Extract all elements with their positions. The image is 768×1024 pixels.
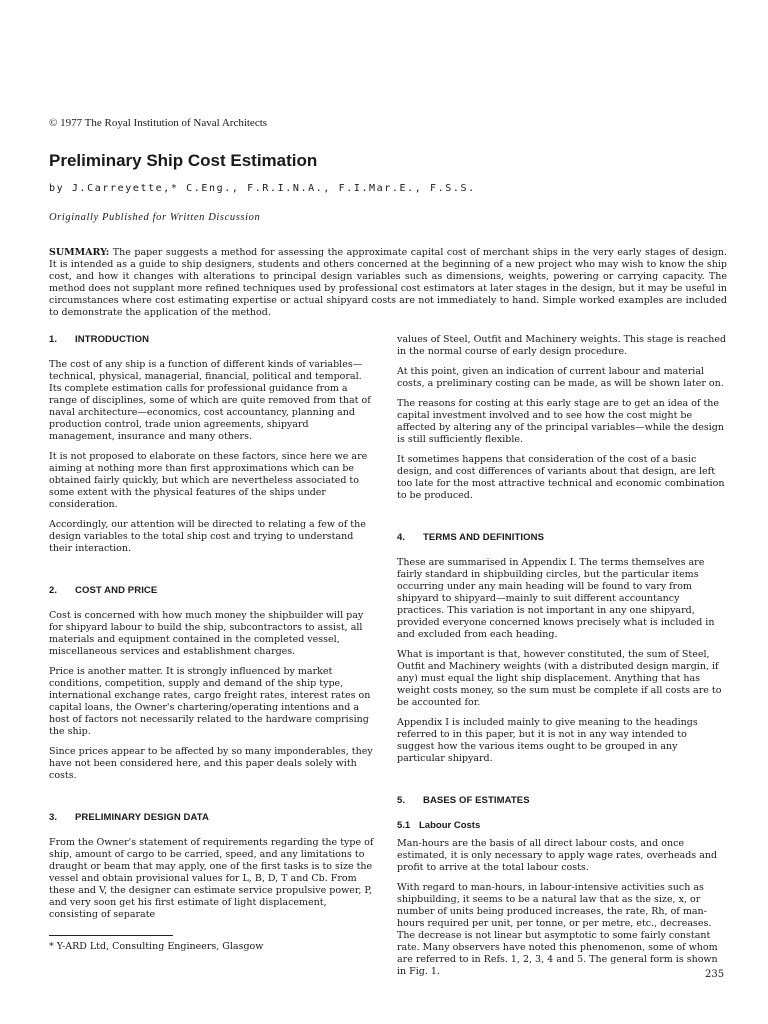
section-number: 4. (397, 532, 406, 543)
section-number: 3. (49, 812, 58, 823)
paragraph: Accordingly, our attention will be directed to relating a few of the design variables to the total ship cost and trying to understand their interaction. (49, 519, 366, 554)
section-title: INTRODUCTION (75, 334, 150, 345)
author-line: by J.Carreyette,* C.Eng., F.R.I.N.A., F.I.Mar.E., F.S.S. (49, 183, 476, 194)
paragraph: values of Steel, Outfit and Machinery weights. This stage is reached in the normal course of early design procedure. (397, 334, 727, 357)
summary-label: SUMMARY: (49, 247, 110, 258)
paragraph: It is not proposed to elaborate on these factors, since here we are aiming at nothing more than first approximations which can be obtained fairly quickly, but which are nevertheless associated to some extent with the physical features of the ships under consideration. (49, 451, 368, 510)
summary-text: The paper suggests a method for assessing the approximate capital cost of merchant ships in the very early stages of design. It is intended as a guide to ship designers, students and others concerned at the beginning of a new project who may wish to know the ship cost, and how it changes with alterations to principal design variables such as dimensions, weights, powering or carrying capacity. The method does not supplant more refined techniques used by professional cost estimators at later stages in the design, but it may be useful in circumstances where cost estimating expertise or actual shipyard costs are not immediately to hand. Simple worked examples are included to demonstrate the application of the method. (49, 247, 727, 318)
section-heading-terms-and-definitions (397, 532, 727, 544)
paragraph: At this point, given an indication of current labour and material costs, a preliminary costing can be made, as will be shown later on. (397, 366, 724, 389)
section-title: BASES OF ESTIMATES (423, 795, 530, 806)
section-number: 2. (49, 585, 58, 596)
section-title: PRELIMINARY DESIGN DATA (75, 812, 209, 823)
section-heading-cost-and-price (49, 585, 375, 597)
summary-paragraph (49, 247, 727, 319)
subsection-heading-labour-costs (397, 820, 727, 832)
paragraph: What is important is that, however constituted, the sum of Steel, Outfit and Machinery weights (with a distributed design margin, if any) must equal the light ship displacement. Anything that has weight costs money, so the sum must be complete if all costs are to be accounted for. (397, 649, 722, 708)
copyright-line: © 1977 The Royal Institution of Naval Architects (49, 117, 268, 129)
section-gap (397, 773, 727, 795)
section-gap (397, 510, 727, 532)
section-title: COST AND PRICE (75, 585, 158, 596)
left-column (49, 334, 375, 929)
section-heading-bases-of-estimates (397, 795, 727, 807)
section-gap (49, 790, 375, 812)
footnote: * Y-ARD Ltd, Consulting Engineers, Glasgow (49, 941, 264, 952)
section-number: 5. (397, 795, 406, 806)
subsection-number: 5.1 (397, 820, 411, 831)
publication-note: Originally Published for Written Discussion (49, 212, 261, 223)
paragraph: The reasons for costing at this early stage are to get an idea of the capital investment involved and to see how the cost might be affected by altering any of the principal variables—while the design is still sufficiently flexible. (397, 398, 725, 445)
section-number: 1. (49, 334, 58, 345)
paragraph: With regard to man-hours, in labour-intensive activities such as shipbuilding, it seems to be a natural law that as the size, x, or number of units being produced increases, the rate, Rh, of man-hours required per unit, per tonne, or per metre, etc., decreases. The decrease is not linear but asymptotic to some fairly constant rate. Many observers have noted this phenomenon, some of whom are referred to in Refs. 1, 2, 3, 4 and 5. The general form is shown in Fig. 1. (397, 882, 718, 977)
paragraph: Price is another matter. It is strongly influenced by market conditions, competition, supply and demand of the ship type, international exchange rates, cargo freight rates, interest rates on capital loans, the Owner's chartering/operating intentions and a host of factors not necessarily related to the hardware comprising the ship. (49, 666, 371, 737)
footnote-divider (49, 935, 173, 936)
page-number: 235 (705, 969, 725, 980)
subsection-title: Labour Costs (419, 820, 481, 831)
paragraph: Appendix I is included mainly to give meaning to the headings referred to in this paper, but it is not in any way intended to suggest how the various items ought to be grouped in any particular shipyard. (397, 717, 698, 764)
paragraph: The cost of any ship is a function of different kinds of variables—technical, physical, managerial, financial, political and temporal. Its complete estimation calls for professional guidance from a range of disciplines, some of which are quite removed from that of naval architecture—economics, cost accountancy, planning and production control, trade union agreements, shipyard management, insurance and many others. (49, 359, 371, 442)
section-heading-introduction (49, 334, 375, 346)
paper-title: Preliminary Ship Cost Estimation (49, 151, 318, 170)
paragraph: Cost is concerned with how much money the shipbuilder will pay for shipyard labour to build the ship, subcontractors to assist, all materials and equipment contained in the completed vessel, miscellaneous services and establishment charges. (49, 610, 364, 657)
section-heading-preliminary-design-data (49, 812, 375, 824)
section-gap (49, 563, 375, 585)
paragraph: It sometimes happens that consideration of the cost of a basic design, and cost differences of variants about that design, are left too late for the most attractive technical and economic combination to be produced. (397, 454, 725, 501)
paragraph: Since prices appear to be affected by so many imponderables, they have not been considered here, and this paper deals solely with costs. (49, 746, 373, 781)
paragraph: These are summarised in Appendix I. The terms themselves are fairly standard in shipbuilding circles, but the particular items occurring under any main heading will be found to vary from shipyard to shipyard—mainly to suit different accountancy practices. This variation is not important in any one shipyard, provided everyone concerned knows precisely what is included in and excluded from each heading. (397, 557, 715, 640)
section-title: TERMS AND DEFINITIONS (423, 532, 545, 543)
paragraph: Man-hours are the basis of all direct labour costs, and once estimated, it is only necessary to apply wage rates, overheads and profit to arrive at the total labour costs. (397, 838, 718, 873)
paragraph: From the Owner's statement of requirements regarding the type of ship, amount of cargo to be carried, speed, and any limitations to draught or beam that may apply, one of the first tasks is to size the vessel and obtain provisional values for L, B, D, T and Cb. From these and V, the designer can estimate service propulsive power, P, and very soon get his first estimate of light displacement, consisting of separate (49, 837, 374, 920)
right-column (397, 334, 727, 986)
